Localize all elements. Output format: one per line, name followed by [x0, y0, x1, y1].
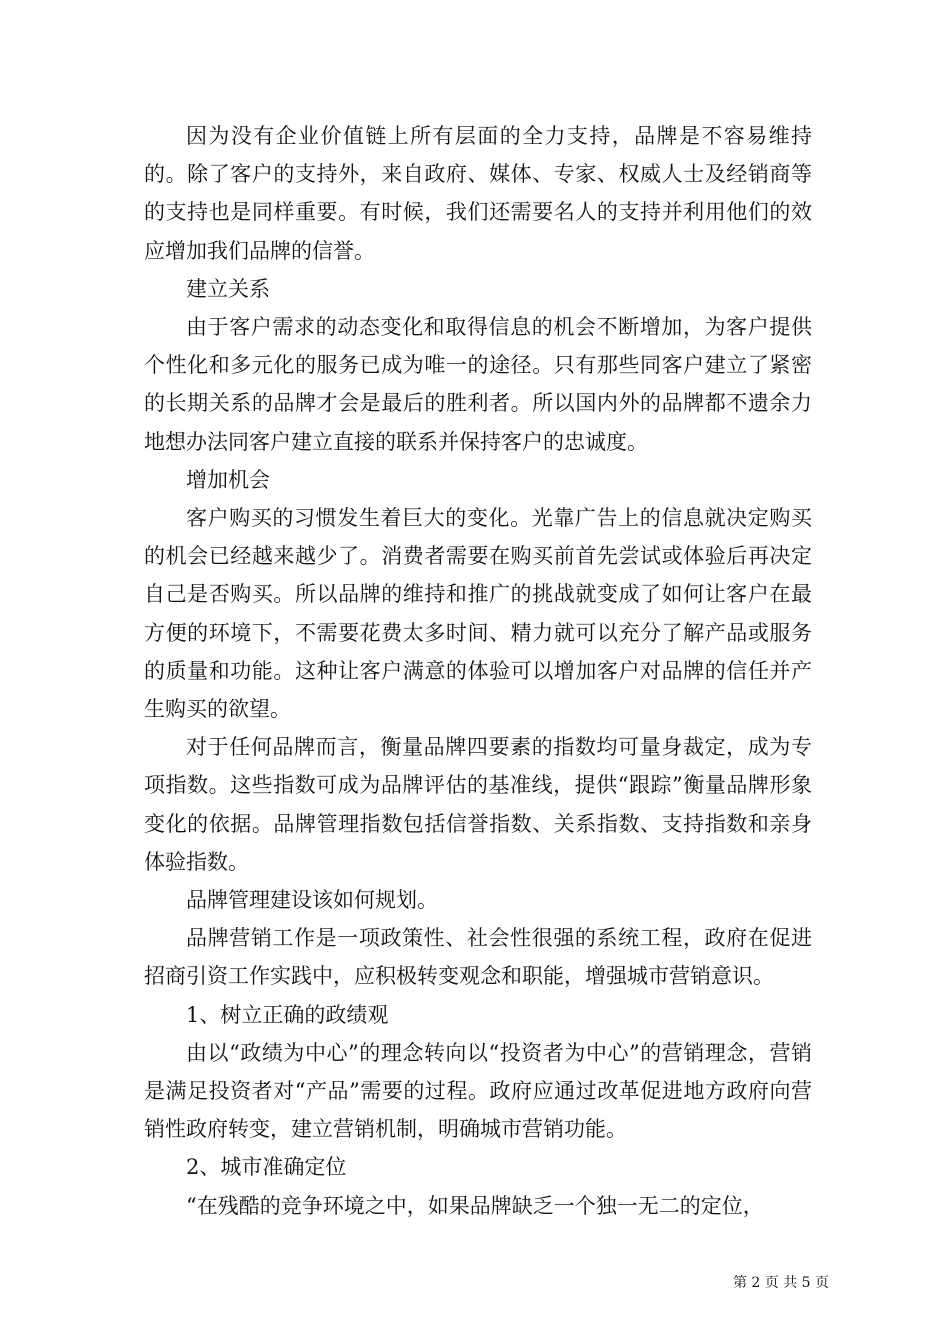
- page-number: 第 2 页 共 5 页: [732, 1275, 830, 1291]
- heading-build-relationship: 建立关系: [186, 276, 270, 301]
- paragraph-relationship: 由于客户需求的动态变化和取得信息的机会不断增加，为客户提供个性化和多元化的服务已成为唯一的途径。只有那些同客户建立了紧密的长期关系的品牌才会是最后的胜利者。所以国内外的品牌都不遗余力地想办法同客户建立直接的联系并保持客户的忠诚度。: [144, 315, 812, 454]
- heading-increase-opportunity: 增加机会: [186, 467, 270, 492]
- paragraph-opportunity: 客户购买的习惯发生着巨大的变化。光靠广告上的信息就决定购买的机会已经越来越少了。消费者需要在购买前首先尝试或体验后再决定自己是否购买。所以品牌的维持和推广的挑战就变成了如何让客户在最方便的环境下，不需要花费太多时间、精力就可以充分了解产品或服务的质量和功能。这种让客户满意的体验可以增加客户对品牌的信任并产生购买的欲望。: [144, 506, 812, 722]
- paragraph-brand-index: 对于任何品牌而言，衡量品牌四要素的指数均可量身裁定，成为专项指数。这些指数可成为品牌评估的基准线，提供“跟踪”衡量品牌形象变化的依据。品牌管理指数包括信誉指数、关系指数、支持指数和亲身体验指数。: [144, 735, 812, 874]
- heading-correct-view: 1、树立正确的政绩观: [186, 1002, 389, 1027]
- heading-brand-planning: 品牌管理建设该如何规划。: [186, 888, 438, 913]
- paragraph-brand-marketing: 品牌营销工作是一项政策性、社会性很强的系统工程，政府在促进招商引资工作实践中，应积极转变观念和职能，增强城市营销意识。: [144, 926, 812, 989]
- paragraph-investor-center: 由以“政绩为中心”的理念转向以“投资者为中心”的营销理念，营销是满足投资者对“产品”需要的过程。政府应通过改革促进地方政府向营销性政府转变，建立营销机制，明确城市营销功能。: [144, 1040, 812, 1142]
- page-footer: [0, 1274, 950, 1292]
- document-body: [144, 117, 812, 1225]
- paragraph-positioning: “在残酷的竞争环境之中，如果品牌缺乏一个独一无二的定位，: [186, 1193, 764, 1218]
- heading-city-positioning: 2、城市准确定位: [186, 1155, 347, 1180]
- paragraph-support: 因为没有企业价值链上所有层面的全力支持，品牌是不容易维持的。除了客户的支持外，来自政府、媒体、专家、权威人士及经销商等的支持也是同样重要。有时候，我们还需要名人的支持并利用他们的效应增加我们品牌的信誉。: [144, 124, 812, 263]
